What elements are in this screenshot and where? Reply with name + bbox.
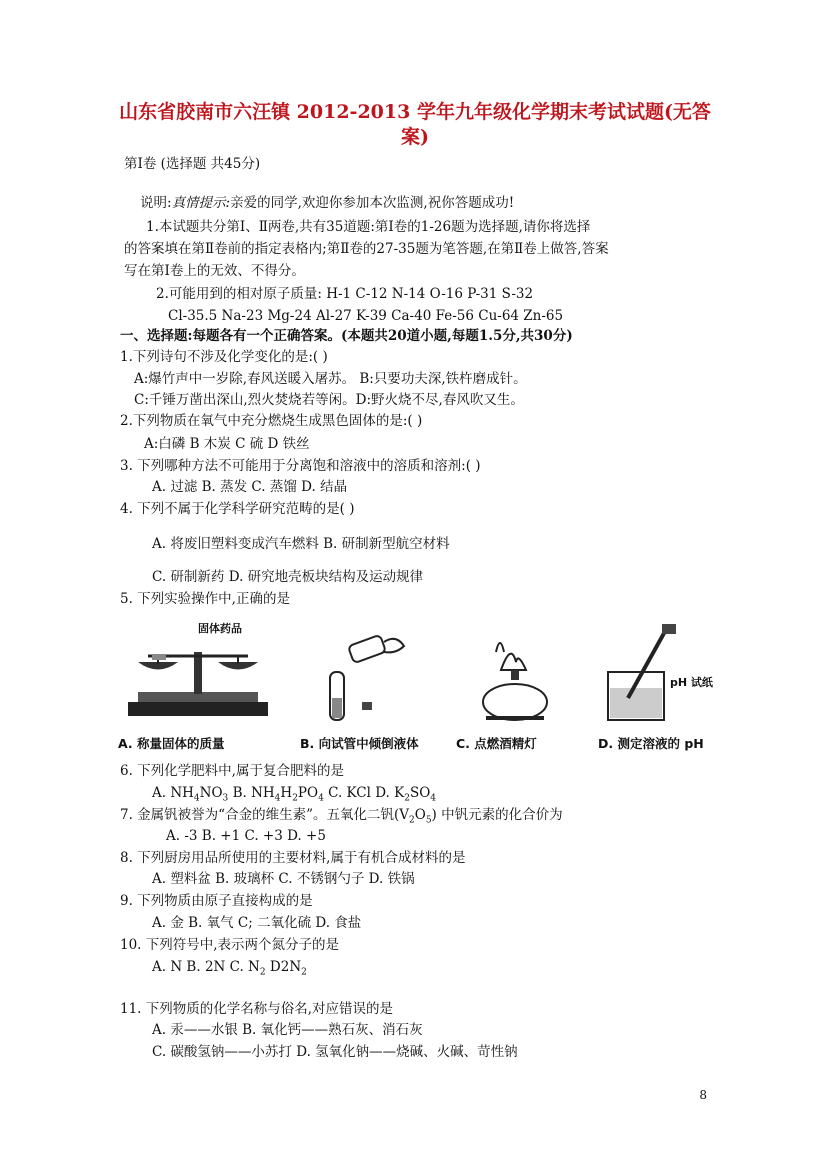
q2-options: A:白磷 B 木炭 C 硫 D 铁丝 xyxy=(144,436,310,452)
section1-heading: 一、选择题:每题各有一个正确答案。(本题共20道小题,每题1.5分,共30分) xyxy=(120,328,573,344)
q3-stem: 3. 下列哪种方法不可能用于分离饱和溶液中的溶质和溶剂:( ) xyxy=(120,458,481,474)
q6-options: A. $NH_4NO_3$ B. $NH_4H_2PO_4$ C. KCl D. $K_2SO_4$ xyxy=(152,785,437,804)
q11-options-cd: C. 碳酸氢钠——小苏打 D. 氢氧化钠——烧碱、火碱、苛性钠 xyxy=(152,1044,518,1060)
figure-b xyxy=(300,622,450,752)
balance-illustration xyxy=(118,622,278,732)
q1-options-cd: C:千锤万凿出深山,烈火焚烧若等闲。D:野火烧不尽,春风吹又生。 xyxy=(134,392,524,408)
figure-d xyxy=(598,622,738,752)
q1-stem: 1.下列诗句不涉及化学变化的是:( ) xyxy=(120,349,328,365)
page-number: 8 xyxy=(699,1088,707,1102)
figure-a xyxy=(118,622,278,752)
q10-stem: 10. 下列符号中,表示两个氮分子的是 xyxy=(120,937,340,953)
q5-figure-row xyxy=(118,622,713,752)
q8-options: A. 塑料盆 B. 玻璃杯 C. 不锈钢勺子 D. 铁锅 xyxy=(152,871,415,887)
q2-stem: 2.下列物质在氧气中充分燃烧生成黑色固体的是:( ) xyxy=(120,413,423,429)
caption-a: A. 称量固体的质量 xyxy=(118,736,225,751)
q4-options-cd: C. 研制新药 D. 研究地壳板块结构及运动规律 xyxy=(152,569,424,585)
q7-options: A. -3 B. +1 C. +3 D. +5 xyxy=(166,828,326,844)
note1-line-a: 1.本试题共分第Ⅰ、Ⅱ两卷,共有35道题:第Ⅰ卷的1-26题为选择题,请你将选择 xyxy=(146,219,591,235)
q4-options-ab: A. 将废旧塑料变成汽车燃料 B. 研制新型航空材料 xyxy=(152,536,450,552)
pouring-illustration xyxy=(300,622,450,732)
note1-line-b: 的答案填在第Ⅱ卷前的指定表格内;第Ⅱ卷的27-35题为笔答题,在第Ⅱ卷上做答,答案 xyxy=(124,241,609,257)
alcohol-lamp-illustration xyxy=(456,622,576,732)
caption-d: D. 测定溶液的 pH xyxy=(598,736,704,751)
q11-stem: 11. 下列物质的化学名称与俗名,对应错误的是 xyxy=(120,1001,394,1017)
q4-stem: 4. 下列不属于化学科学研究范畴的是( ) xyxy=(120,501,355,517)
q7-stem: 7. 金属钒被誉为“合金的维生素”。五氧化二钒$(V_2O_5)$ 中钒元素的化合价为 xyxy=(120,807,563,826)
note1-line-c: 写在第Ⅰ卷上的无效、不得分。 xyxy=(124,263,305,279)
document-title xyxy=(110,100,720,150)
q6-stem: 6. 下列化学肥料中,属于复合肥料的是 xyxy=(120,763,344,779)
q11-options-ab: A. 汞——水银 B. 氧化钙——熟石灰、消石灰 xyxy=(152,1022,423,1038)
ph-test-illustration xyxy=(598,622,738,732)
part1-header: 第Ⅰ卷 (选择题 共45分) xyxy=(124,156,261,172)
note-italic: 真情提示: xyxy=(171,195,231,211)
title-line-1: 山东省胶南市六汪镇 2012-2013 学年九年级化学期末考试试题(无答 xyxy=(119,101,711,123)
note2-line-b: Cl-35.5 Na-23 Mg-24 Al-27 K-39 Ca-40 Fe-56 Cu-64 Zn-65 xyxy=(168,308,564,324)
note-line xyxy=(140,194,514,212)
q9-stem: 9. 下列物质由原子直接构成的是 xyxy=(120,893,313,909)
q8-stem: 8. 下列厨房用品所使用的主要材料,属于有机合成材料的是 xyxy=(120,850,466,866)
q1-options-ab: A:爆竹声中一岁除,春风送暖入屠苏。 B:只要功夫深,铁杵磨成针。 xyxy=(134,371,527,387)
note2-line-a: 2.可能用到的相对原子质量: H-1 C-12 N-14 O-16 P-31 S-32 xyxy=(156,286,534,302)
q5-stem: 5. 下列实验操作中,正确的是 xyxy=(120,591,290,607)
label-solid-reagent: 固体药品 xyxy=(198,622,242,635)
q9-options: A. 金 B. 氧气 C; 二氧化硫 D. 食盐 xyxy=(152,915,362,931)
q10-options: A. N B. 2N C. $N_2$ $D2N_2$ xyxy=(152,959,307,978)
caption-b: B. 向试管中倾倒液体 xyxy=(300,736,419,751)
figure-c xyxy=(456,622,576,752)
title-line-2: 案) xyxy=(401,126,429,148)
note-label: 说明: xyxy=(140,195,172,211)
label-ph-paper: pH 试纸 xyxy=(670,676,713,689)
q3-options: A. 过滤 B. 蒸发 C. 蒸馏 D. 结晶 xyxy=(152,479,348,495)
caption-c: C. 点燃酒精灯 xyxy=(456,736,537,751)
note-text: 亲爱的同学,欢迎你参加本次监测,祝你答题成功! xyxy=(230,195,515,211)
